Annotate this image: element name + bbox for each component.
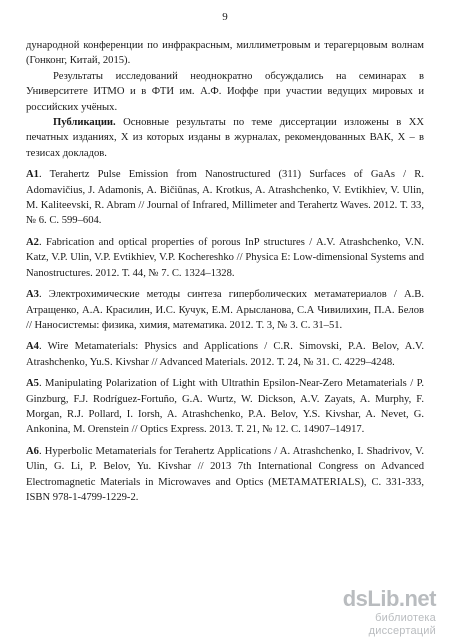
publication-text: . Fabrication and optical properties of porous InP structures / A.V. Atrashchenko, V.N. Katz, V.P. Ulin, V.P. Evtikhiev, V.P. Kochereshko // Physica E: Low-dimensional Systems and Nanostructures. 2012. Т. 44, № 7. С. 1324–1328. xyxy=(26,236,424,279)
publication-a3 xyxy=(26,287,424,333)
paragraph-publications xyxy=(26,115,424,161)
watermark-logo: dsLib.net xyxy=(342,586,436,611)
publication-a2 xyxy=(26,235,424,281)
publication-text: . Manipulating Polarization of Light with Ultrathin Epsilon-Near-Zero Metamaterials / P. Ginzburg, F.J. Rodríguez-Fortuño, G.A. Wurtz, W. Dickson, A.V. Zayats, A. Murphy, F. Morgan, R.J. Pollard, I. Iorsh, A. Atrashchenko, P.A. Belov, Y.S. Kivshar, A. Nevet, G. Ankonina, M. Orenstein // Optics Express. 2013. Т. 21, № 12. С. 14907–14917. xyxy=(26,378,424,436)
publication-a4 xyxy=(26,339,424,370)
paragraph-conference: дународной конференции по инфракрасным, миллиметровым и терагерцовым волнам (Гонконг, Китай, 2015). xyxy=(26,40,424,67)
watermark-subtitle: библиотека диссертаций xyxy=(368,612,436,637)
paragraph-seminars: Результаты исследований неоднократно обсуждались на семинарах в Университете ИТМО и в ФТИ им. А.Ф. Иоффе при участии ведущих мировых и российских учёных. xyxy=(26,70,424,113)
publications-heading: Публикации. xyxy=(53,117,116,129)
document-page xyxy=(26,0,424,637)
publication-id: A2 xyxy=(26,236,39,248)
publication-id: A4 xyxy=(26,341,39,353)
page-number: 9 xyxy=(222,11,228,23)
publications-intro: Основные результаты по теме диссертации изложены в XX печатных изданиях, X из которых изданы в журналах, рекомендованных ВАК, X – в тезисах докладов. xyxy=(26,117,424,159)
publication-a5 xyxy=(26,376,424,438)
publication-text: . Электрохимические методы синтеза гиперболических метаматериалов / А.В. Атращенко, А.А. Красилин, И.С. Кучук, Е.М. Арысланова, С.А Чивилихин, П.А. Белов // Наносистемы: физика, химия, математика. 2012. Т. 3, № 3. С. 31–51. xyxy=(26,289,424,331)
publication-id: A3 xyxy=(26,289,39,301)
publication-text: . Hyperbolic Metamaterials for Terahertz Applications / A. Atrashchenko, I. Shadrivov, V. Ulin, G. Li, P. Belov, Yu. Kivshar // 2013 7th International Congress on Advanced Electromagnetic Materials in Microwaves and Optics (METAMATERIALS), С. 331-333, ISBN 978-1-4799-1229-2. xyxy=(26,445,424,503)
publication-a6 xyxy=(26,444,424,506)
body-text xyxy=(26,38,424,505)
publication-a1 xyxy=(26,167,424,229)
publication-id: A5 xyxy=(26,378,39,390)
publication-text: . Wire Metamaterials: Physics and Applications / C.R. Simovski, P.A. Belov, A.V. Atrashchenko, Yu.S. Kivshar // Advanced Materials. 2012. Т. 24, № 31. С. 4229–4248. xyxy=(26,341,424,368)
publication-text: . Terahertz Pulse Emission from Nanostructured (311) Surfaces of GaAs / R. Adomavičius, J. Adamonis, A. Bičiūnas, A. Krotkus, A. Atrashchenko, V. Evtikhiev, V. Ulin, M. Kaliteevski, R. Abram // Journal of Infrared, Millimeter and Terahertz Waves. 2012. Т. 33, № 6. С. 599–604. xyxy=(26,169,424,227)
publication-id: A6 xyxy=(26,445,39,457)
watermark xyxy=(316,588,436,638)
publication-id: A1 xyxy=(26,169,39,181)
